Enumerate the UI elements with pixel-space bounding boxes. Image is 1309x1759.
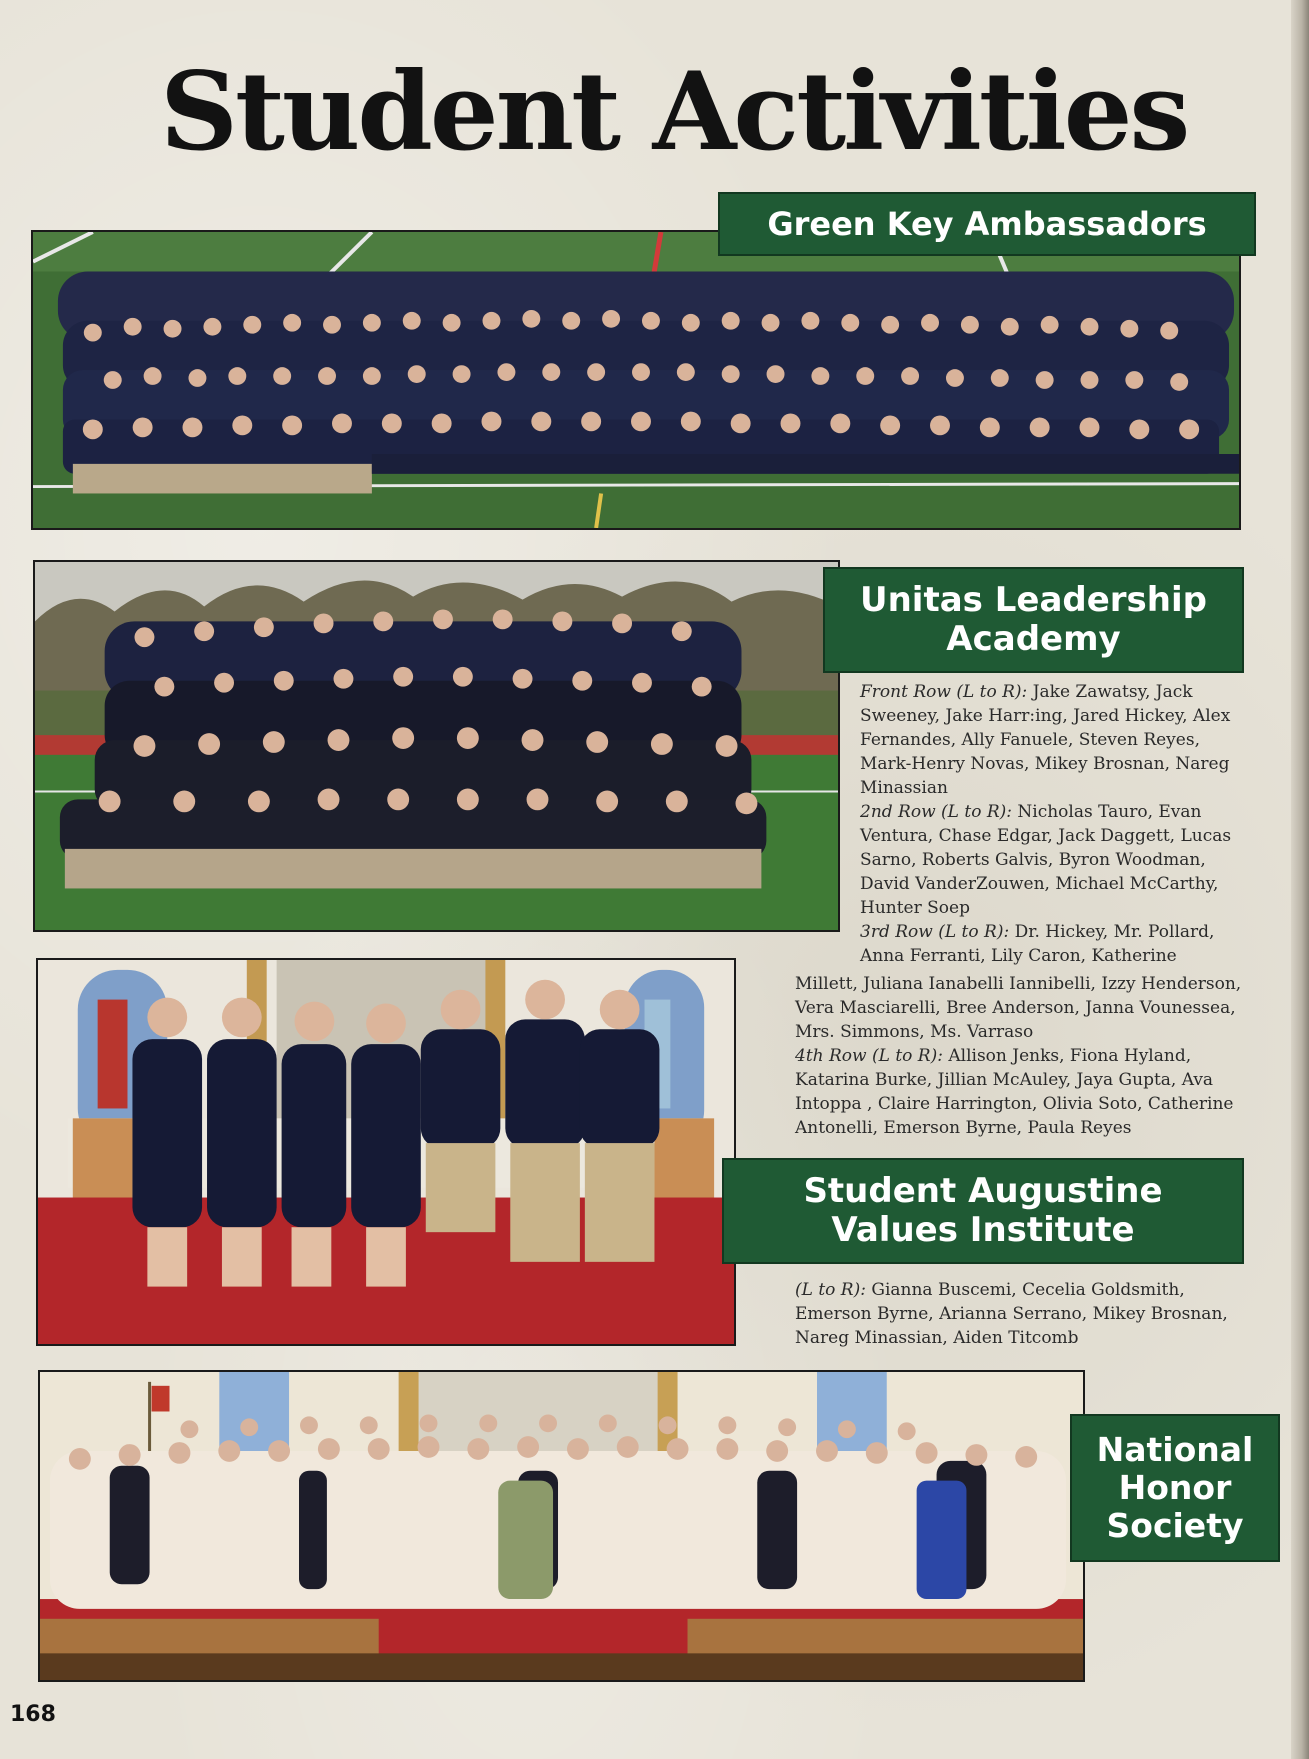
savi-caption-label: (L to R): [795,1280,866,1300]
unitas-row-4th [795,1044,1245,1140]
savi-photo [36,958,736,1346]
nhs-photo-art [40,1372,1083,1680]
page-number: 168 [10,1702,56,1727]
unitas-row-4th-label: 4th Row (L to R): [795,1046,943,1066]
unitas-photo [33,560,840,932]
unitas-caption-top [860,680,1240,968]
green-key-photo-art [33,232,1239,528]
unitas-row-2nd [860,800,1240,920]
unitas-row-3rd-continued-names: Millett, Juliana Ianabelli Iannibelli, Izzy Henderson, Vera Masciarelli, Bree Anderson, Janna Vounessea, Mrs. Simmons, Ms. Varraso [795,974,1242,1042]
savi-banner-line1: Student Augustine [803,1170,1163,1211]
unitas-row-3rd-label: 3rd Row (L to R): [860,922,1010,942]
green-key-banner [718,192,1256,256]
unitas-row-2nd-label: 2nd Row (L to R): [860,802,1012,822]
savi-caption-names: Gianna Buscemi, Cecelia Goldsmith, Emerson Byrne, Arianna Serrano, Mikey Brosnan, Nareg Minassian, Aiden Titcomb [795,1280,1228,1348]
page-edge [1291,0,1309,1759]
unitas-row-3rd-continued [795,972,1245,1044]
unitas-row-4th-names: Allison Jenks, Fiona Hyland, Katarina Burke, Jillian McAuley, Jaya Gupta, Ava Intoppa , Claire Harrington, Olivia Soto, Catherine Antonelli, Emerson Byrne, Paula Reyes [795,1046,1234,1138]
savi-caption-text [795,1278,1235,1350]
savi-caption [795,1278,1235,1350]
nhs-banner-line1: National [1096,1430,1254,1470]
savi-banner-line2: Values Institute [831,1210,1135,1250]
green-key-banner-text: Green Key Ambassadors [767,204,1207,243]
nhs-photo [38,1370,1085,1682]
unitas-row-front-label: Front Row (L to R): [860,682,1028,702]
unitas-caption-bottom [795,972,1245,1140]
savi-photo-art [38,960,734,1344]
unitas-row-front [860,680,1240,800]
unitas-banner-line1: Unitas Leadership [859,579,1207,620]
unitas-banner-line2: Academy [946,619,1121,659]
unitas-banner [823,567,1244,673]
nhs-banner-line2: Honor [1118,1468,1232,1508]
unitas-photo-art [35,562,838,930]
nhs-banner [1070,1414,1280,1562]
unitas-row-3rd [860,920,1240,968]
unitas-row-2nd-names: Nicholas Tauro, Evan Ventura, Chase Edgar, Jack Daggett, Lucas Sarno, Roberts Galvis, Byron Woodman, David VanderZouwen, Michael McCarthy, Hunter Soep [860,802,1232,918]
unitas-row-3rd-names: Dr. Hickey, Mr. Pollard, Anna Ferranti, Lily Caron, Katherine [860,922,1215,966]
nhs-banner-line3: Society [1106,1505,1244,1545]
unitas-row-front-names: Jake Zawatsy, Jack Sweeney, Jake Harr:ing, Jared Hickey, Alex Fernandes, Ally Fanuele, Steven Reyes, Mark-Henry Novas, Mikey Brosnan, Nareg Minassian [860,682,1231,798]
page-title: Student Activities [160,49,1188,175]
savi-banner [722,1158,1244,1264]
green-key-photo [31,230,1241,530]
